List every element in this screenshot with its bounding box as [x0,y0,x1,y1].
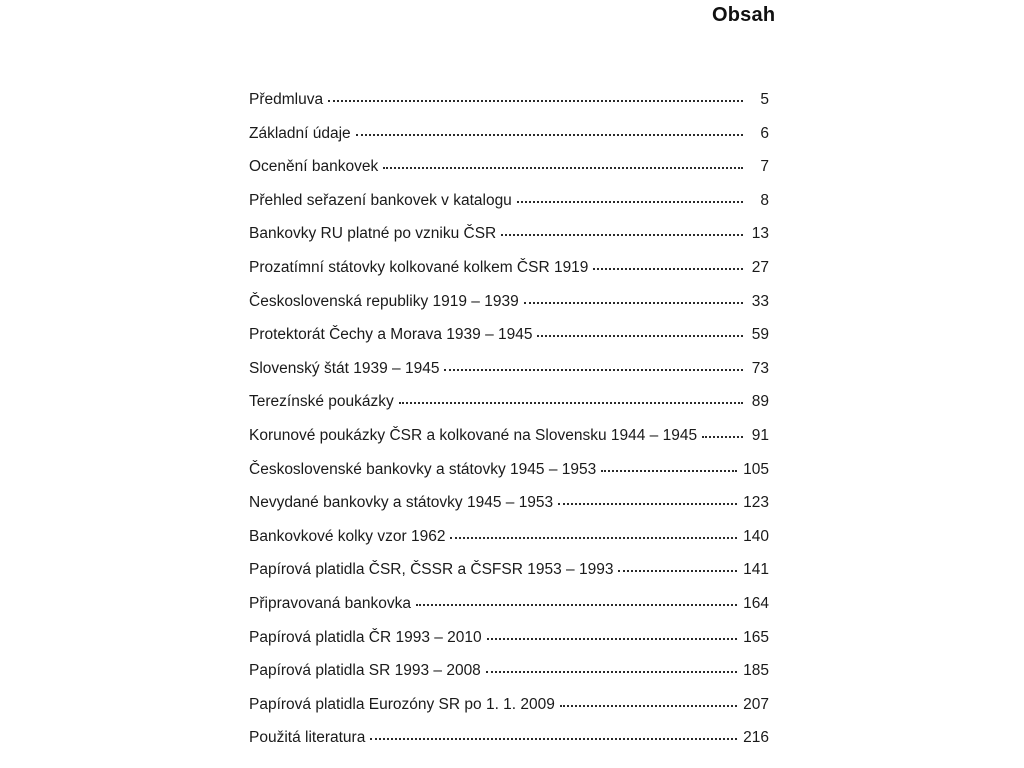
toc-entry[interactable] [249,394,769,428]
toc-entry-title: Papírová platidla Eurozóny SR po 1. 1. 2009 [249,695,555,713]
toc-page-number: 59 [751,326,769,344]
toc-dot-leader [383,167,743,169]
toc-page-number: 105 [743,460,769,478]
toc-entry[interactable] [249,495,769,529]
toc-dot-leader [444,369,743,371]
toc-page-number: 165 [743,628,769,646]
toc-entry-title: Bankovky RU platné po vzniku ČSR [249,225,497,243]
toc-page-number: 141 [743,561,769,579]
toc-entry[interactable] [249,92,769,126]
toc-page-number: 33 [751,292,769,310]
toc-dot-leader [517,201,743,203]
toc-dot-leader [356,134,743,136]
toc-page-number: 164 [743,594,769,612]
toc-entry-title: Slovenský štát 1939 – 1945 [249,359,440,377]
toc-page-number: 123 [743,494,769,512]
toc-page-number: 8 [760,191,769,209]
toc-entry-title: Československá republiky 1919 – 1939 [249,292,519,310]
toc-page-number: 207 [743,695,769,713]
toc-dot-leader [702,436,743,438]
toc-entry[interactable] [249,529,769,563]
toc-page-number: 89 [751,393,769,411]
toc-dot-leader [370,738,737,740]
toc-entry[interactable] [249,361,769,395]
toc-entry-title: Předmluva [249,91,324,108]
toc-entry-title: Papírová platidla ČR 1993 – 2010 [249,628,482,646]
toc-dot-leader [486,671,737,673]
toc-entry-title: Přehled seřazení bankovek v katalogu [249,191,512,209]
toc-entry-title: Bankovkové kolky vzor 1962 [249,527,446,545]
toc-entry-title: Nevydané bankovky a státovky 1945 – 1953 [249,494,554,512]
toc-entry[interactable] [249,327,769,361]
toc-entry[interactable] [249,260,769,294]
toc-entry[interactable] [249,562,769,596]
toc-dot-leader [593,268,743,270]
toc-dot-leader [558,503,737,505]
toc-dot-leader [501,234,743,236]
toc-page-number: 185 [743,662,769,680]
toc-page-number: 13 [751,225,769,243]
toc-entry-title: Papírová platidla ČSR, ČSSR a ČSFSR 1953 – 1993 [249,561,614,579]
toc-page-number: 5 [760,91,769,108]
toc-entry-title: Základní údaje [249,124,351,142]
toc-entry[interactable] [249,630,769,664]
toc-dot-leader [399,402,743,404]
toc-page-number: 216 [743,729,769,747]
toc-dot-leader [560,705,737,707]
toc-dot-leader [487,638,737,640]
toc-dot-leader [537,335,743,337]
toc-dot-leader [618,570,737,572]
toc-page-number: 91 [751,426,769,444]
toc-entry[interactable] [249,663,769,697]
toc-dot-leader [416,604,737,606]
toc-dot-leader [450,537,737,539]
toc-entry[interactable] [249,697,769,731]
toc-page-number: 6 [760,124,769,142]
toc-entry-title: Připravovaná bankovka [249,594,411,612]
toc-entry[interactable] [249,193,769,227]
toc-entry-title: Protektorát Čechy a Morava 1939 – 1945 [249,326,533,344]
toc-entry-title: Papírová platidla SR 1993 – 2008 [249,662,481,680]
toc-entry-title: Československé bankovky a státovky 1945 – 1953 [249,460,597,478]
toc-entry[interactable] [249,226,769,260]
toc-entry[interactable] [249,462,769,496]
toc-entry-title: Použitá literatura [249,729,366,747]
toc-page-number: 73 [751,359,769,377]
toc-entry-title: Korunové poukázky ČSR a kolkované na Slovensku 1944 – 1945 [249,426,698,444]
toc-entry[interactable] [249,126,769,160]
toc-dot-leader [524,302,743,304]
toc-page-number: 140 [743,527,769,545]
toc-entry-title: Terezínské poukázky [249,393,394,411]
toc-page-number: 7 [760,158,769,176]
toc-page-number: 27 [751,258,769,276]
toc-entry[interactable] [249,428,769,462]
toc-dot-leader [601,470,737,472]
toc-dot-leader [328,100,743,102]
toc-entry[interactable] [249,596,769,630]
table-of-contents [249,92,769,764]
toc-entry[interactable] [249,294,769,328]
toc-entry-title: Ocenění bankovek [249,158,379,176]
toc-entry[interactable] [249,159,769,193]
page-title: Obsah [712,4,776,26]
toc-entry-title: Prozatímní státovky kolkované kolkem ČSR 1919 [249,258,589,276]
toc-entry[interactable] [249,730,769,764]
